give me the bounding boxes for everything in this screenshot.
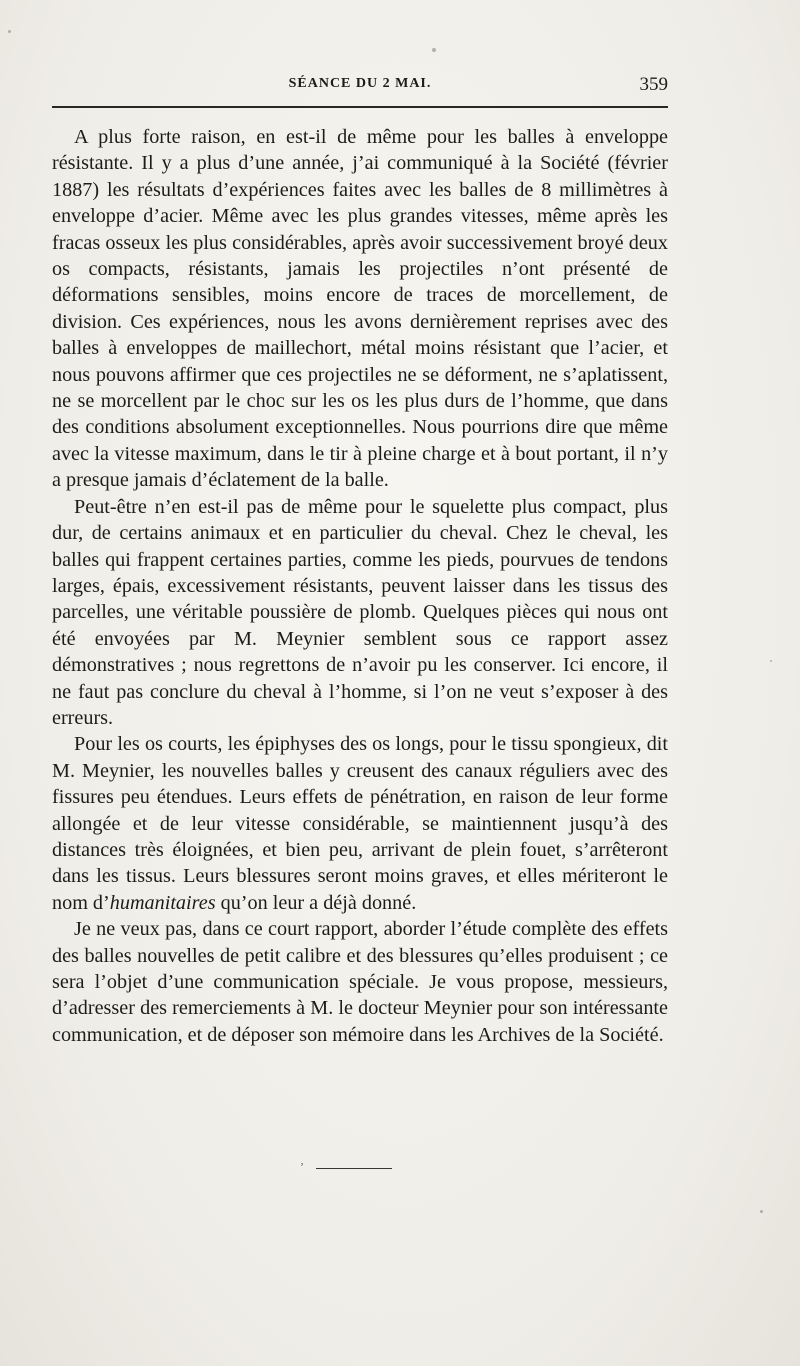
body-text <box>52 124 668 1048</box>
header-title: SÉANCE DU 2 MAI. <box>288 76 432 91</box>
paper-speck <box>760 1210 763 1213</box>
emphasis-humanitaires: humanitaires <box>109 891 216 914</box>
paragraph-3 <box>52 731 668 916</box>
stray-pen-mark: ʼ <box>300 1160 304 1174</box>
paragraph-3-text-before: Pour les os courts, les épiphyses des os longs, pour le tissu spongieux, dit M. Meynier, les nouvelles balles y creusent des canaux réguliers avec des fissures peu étendues. Leurs effets de pénétration, en raison de leur forme allongée et de leur vitesse considérable, se maintiennent jusqu’à des distances très éloignées, et bien peu, arrivant de plein fouet, s’arrêteront dans les tissus. Leurs blessures seront moins graves, et elles mériteront le nom d’ <box>52 733 668 914</box>
running-header <box>52 76 668 100</box>
paragraph-3-text-after: qu’on leur a déjà donné. <box>215 891 417 914</box>
paper-speck <box>770 660 772 662</box>
paragraph-1: A plus forte raison, en est-il de même pour les balles à enveloppe résistante. Il y a plus d’une année, j’ai communiqué à la Société (février 1887) les résultats d’expériences faites avec les balles de 8 millimètres à enveloppe d’acier. Même avec les plus grandes vitesses, même après les fracas osseux les plus considérables, après avoir successivement broyé deux os compacts, résistants, jamais les projectiles n’ont présenté de déformations sensibles, moins encore de traces de morcellement, de division. Ces expériences, nous les avons dernièrement reprises avec des balles à enveloppes de maillechort, métal moins résistant que l’acier, et nous pouvons affirmer que ces projectiles ne se déforment, ne s’aplatissent, ne se morcellent par le choc sur les os les plus durs de l’homme, que dans des conditions absolument exceptionnelles. Nous pourrions dire que même avec la vitesse maximum, dans le tir à pleine charge et à bout portant, il n’y a presque jamais d’éclatement de la balle. <box>52 126 668 492</box>
paragraph-4: Je ne veux pas, dans ce court rapport, aborder l’étude complète des effets des balles nouvelles de petit calibre et des blessures qu’elles produisent ; ce sera l’objet d’une communication spéciale. Je vous propose, messieurs, d’adresser des remerciements à M. le docteur Meynier pour son intéressante communication, et de déposer son mémoire dans les Archives de la Société. <box>52 918 668 1046</box>
paragraph-2: Peut-être n’en est-il pas de même pour le squelette plus compact, plus dur, de certains animaux et en particulier du cheval. Chez le cheval, les balles qui frappent certaines parties, comme les pieds, pourvues de tendons larges, épais, excessivement résistants, peuvent laisser dans les tissus des parcelles, une véritable poussière de plomb. Quelques pièces qui nous ont été envoyées par M. Meynier semblent sous ce rapport assez démonstratives ; nous regrettons de n’avoir pu les conserver. Ici encore, il ne faut pas conclure du cheval à l’homme, si l’on ne veut s’exposer à des erreurs. <box>52 495 668 729</box>
header-rule <box>52 106 668 108</box>
paper-speck <box>8 30 11 33</box>
closing-rule <box>316 1168 392 1169</box>
paper-speck <box>432 48 436 52</box>
page-number: 359 <box>639 74 668 95</box>
